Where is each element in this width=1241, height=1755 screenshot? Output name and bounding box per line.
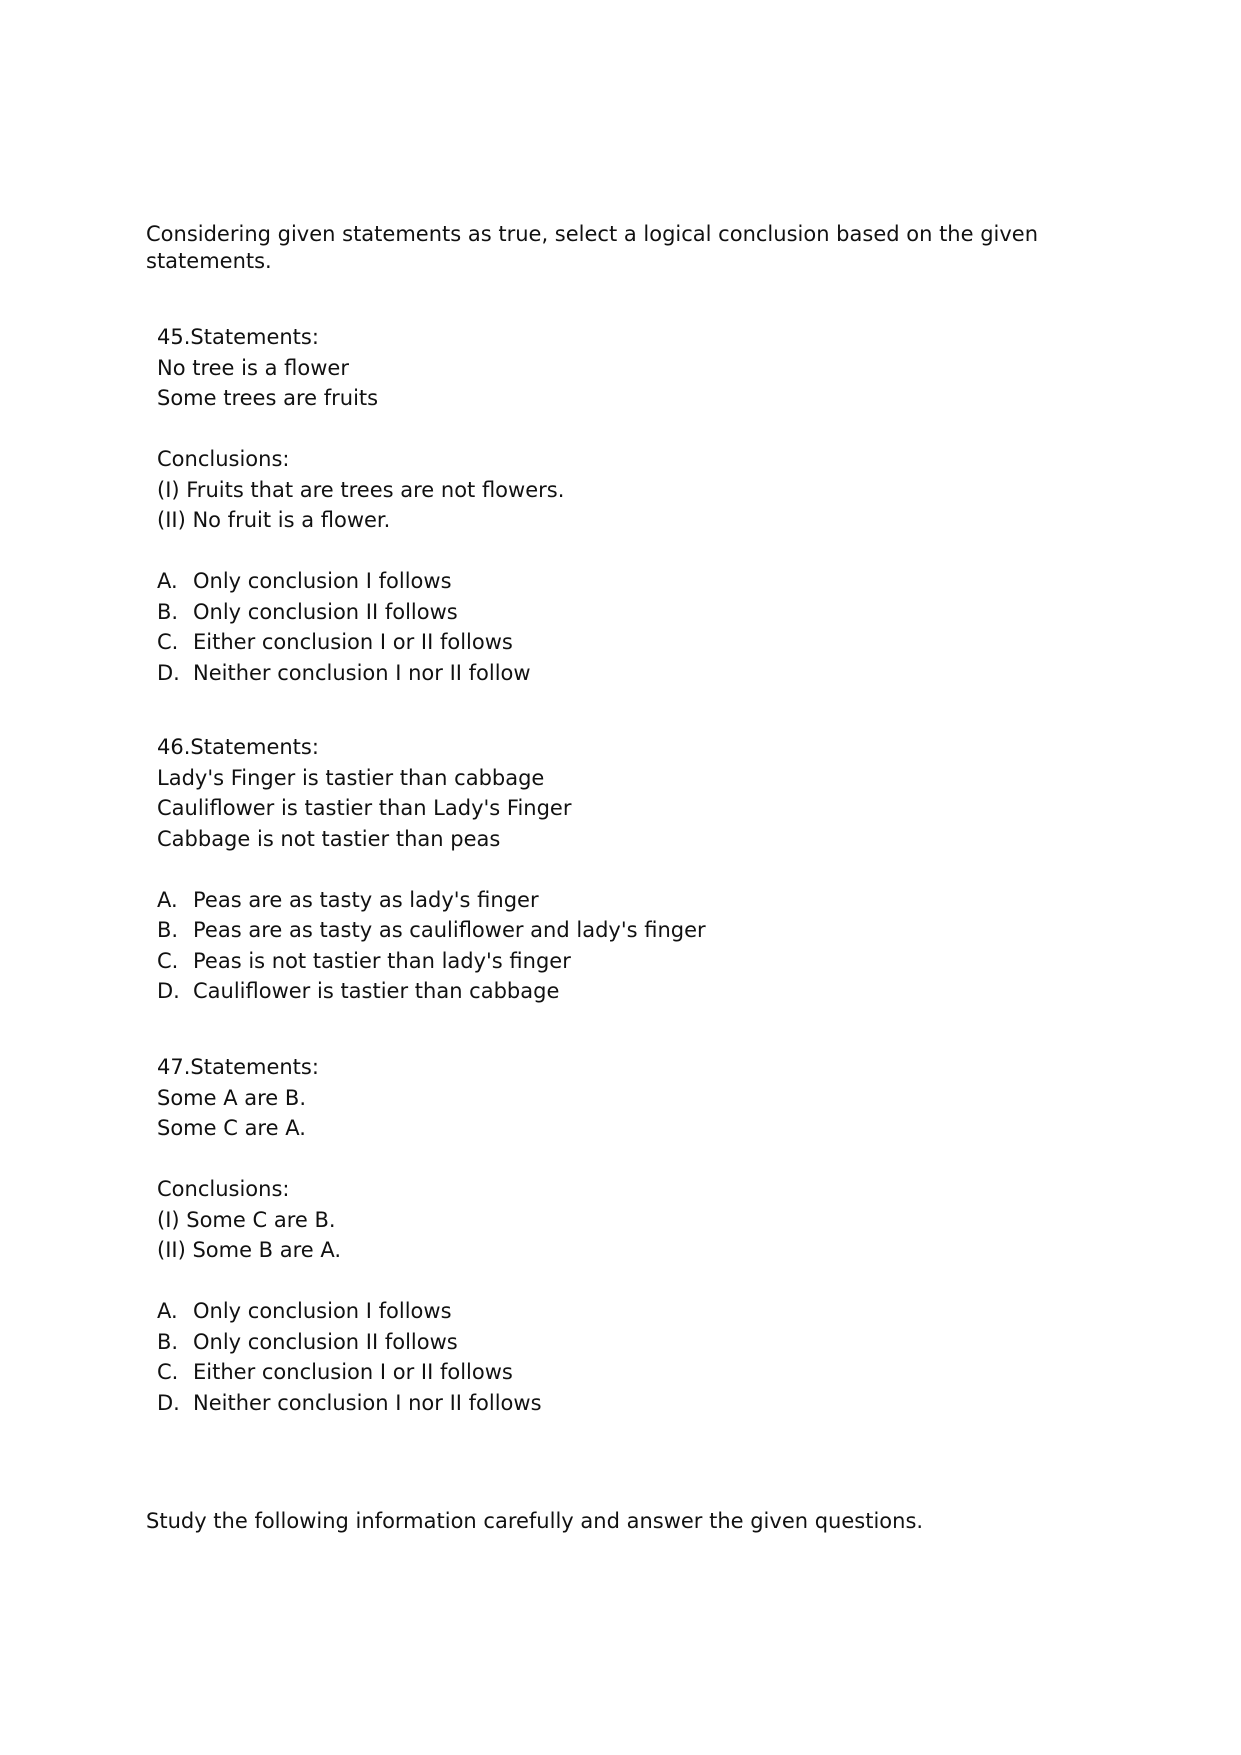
instructions-text: Considering given statements as true, select a logical conclusion based on the given statements. xyxy=(146,222,1039,273)
answer-options xyxy=(157,1296,1057,1418)
question-heading: 46.Statements: xyxy=(157,735,319,759)
conclusions-heading: Conclusions: xyxy=(157,1177,290,1201)
spacer xyxy=(157,414,1057,445)
conclusions-heading: Conclusions: xyxy=(157,447,290,471)
answer-option-c xyxy=(157,946,1057,977)
answer-option-a xyxy=(157,885,1057,916)
answer-option-a xyxy=(157,566,1057,597)
conclusion-line: (I) Some C are B. xyxy=(157,1207,336,1232)
option-letter: D. xyxy=(157,979,180,1003)
question-47 xyxy=(157,1052,1057,1418)
option-text: Only conclusion I follows xyxy=(193,569,452,593)
option-letter: B. xyxy=(157,1329,179,1354)
option-letter: C. xyxy=(157,630,179,654)
option-letter: A. xyxy=(157,1299,178,1323)
option-letter: B. xyxy=(157,599,179,624)
option-letter: D. xyxy=(157,660,180,685)
conclusion-line: (I) Fruits that are trees are not flowers. xyxy=(157,477,565,502)
answer-options xyxy=(157,566,1057,688)
spacer xyxy=(157,1144,1057,1175)
answer-option-c xyxy=(157,1357,1057,1388)
option-text: Either conclusion I or II follows xyxy=(193,630,513,654)
answer-option-d xyxy=(157,1388,1057,1419)
option-text: Peas are as tasty as lady's finger xyxy=(193,887,539,912)
spacer xyxy=(157,854,1057,885)
statement-line: Some A are B. xyxy=(157,1085,306,1110)
question-45 xyxy=(157,322,1057,688)
answer-option-a xyxy=(157,1296,1057,1327)
statement-line: Some C are A. xyxy=(157,1116,306,1140)
section-instructions-text: Study the following information carefully and answer the given questions. xyxy=(146,1509,924,1533)
option-letter: A. xyxy=(157,569,178,593)
option-text: Cauliflower is tastier than cabbage xyxy=(193,979,560,1003)
question-heading: 45.Statements: xyxy=(157,325,319,349)
option-text: Only conclusion I follows xyxy=(193,1299,452,1323)
spacer xyxy=(157,1266,1057,1297)
statement-line: No tree is a flower xyxy=(157,355,349,380)
option-text: Peas is not tastier than lady's finger xyxy=(193,948,571,973)
option-letter: B. xyxy=(157,918,179,942)
option-text: Either conclusion I or II follows xyxy=(193,1360,513,1384)
statement-line: Some trees are fruits xyxy=(157,386,379,410)
spacer xyxy=(157,536,1057,567)
conclusion-line: (II) No fruit is a flower. xyxy=(157,508,391,532)
answer-option-d xyxy=(157,976,1057,1007)
option-text: Only conclusion II follows xyxy=(193,599,458,624)
answer-option-b xyxy=(157,597,1057,628)
statement-line: Lady's Finger is tastier than cabbage xyxy=(157,765,545,790)
option-text: Only conclusion II follows xyxy=(193,1329,458,1354)
option-letter: A. xyxy=(157,887,178,912)
answer-options xyxy=(157,885,1057,1007)
question-46 xyxy=(157,732,1057,1007)
answer-option-b xyxy=(157,915,1057,946)
question-heading: 47.Statements: xyxy=(157,1055,319,1079)
conclusion-line: (II) Some B are A. xyxy=(157,1238,342,1262)
answer-option-b xyxy=(157,1327,1057,1358)
answer-option-d xyxy=(157,658,1057,689)
option-text: Neither conclusion I nor II follow xyxy=(193,660,531,685)
answer-option-c xyxy=(157,627,1057,658)
option-letter: D. xyxy=(157,1390,180,1415)
option-text: Peas are as tasty as cauliflower and lady's finger xyxy=(193,918,706,942)
option-text: Neither conclusion I nor II follows xyxy=(193,1390,542,1415)
statement-line: Cauliflower is tastier than Lady's Finger xyxy=(157,796,572,820)
option-letter: C. xyxy=(157,1360,179,1384)
statement-line: Cabbage is not tastier than peas xyxy=(157,826,501,851)
option-letter: C. xyxy=(157,948,179,973)
